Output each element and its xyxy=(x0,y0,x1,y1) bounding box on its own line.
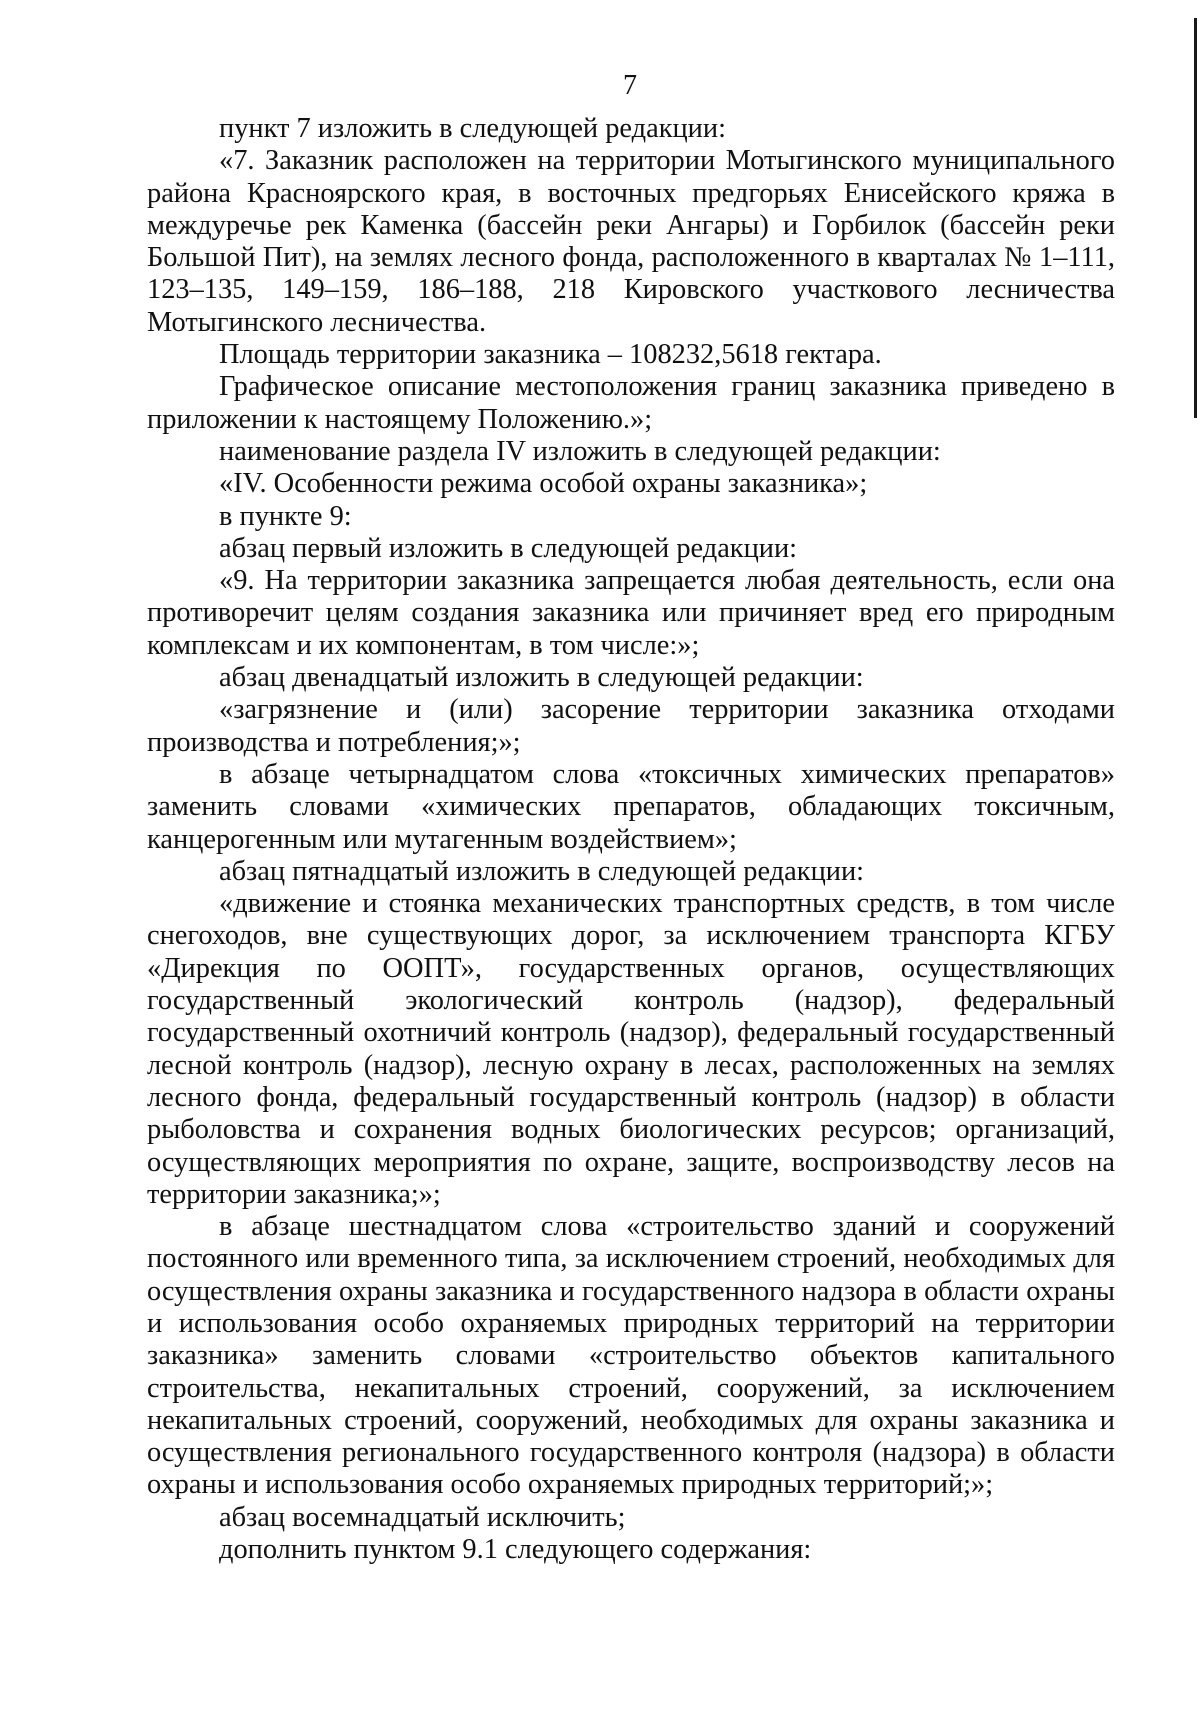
paragraph: пункт 7 изложить в следующей редакции: xyxy=(219,113,726,144)
paragraph: «движение и стоянка механических транспортных средств, в том числе снегоходов, вне существующих дорог, за исключением транспорта КГБУ «Дирекция по ООПТ», государственных органов, осуществляющих государственный экологический контроль (надзор), федеральный государственный охотничий контроль (надзор), федеральный государственный лесной контроль (надзор), лесную охрану в лесах, расположенных на землях лесного фонда, федеральный государственный контроль (надзор) в области рыболовства и сохранения водных биологических ресурсов; организаций, осуществляющих мероприятия по охране, защите, воспроизводству лесов на территории заказника;»; xyxy=(147,888,1115,1210)
paragraph: абзац двенадцатый изложить в следующей редакции: xyxy=(219,662,864,694)
paragraph: «IV. Особенности режима особой охраны заказника»; xyxy=(219,468,868,500)
paragraph: Графическое описание местоположения границ заказника приведено в приложении к настоящему Положению.»; xyxy=(147,371,1115,435)
paragraph: абзац восемнадцатый исключить; xyxy=(219,1501,626,1533)
paragraph: Площадь территории заказника – 108232,5618 гектара. xyxy=(219,339,882,371)
paragraph: абзац первый изложить в следующей редакции: xyxy=(219,532,798,564)
document-body xyxy=(147,113,1115,1566)
page-number: 7 xyxy=(623,70,637,101)
paragraph: дополнить пунктом 9.1 следующего содержания: xyxy=(219,1534,812,1566)
paragraph: абзац пятнадцатый изложить в следующей редакции: xyxy=(219,855,865,887)
paragraph: «загрязнение и (или) засорение территории заказника отходами производства и потребления;»; xyxy=(147,694,1115,758)
paragraph: «7. Заказник расположен на территории Мотыгинского муниципального района Красноярского края, в восточных предгорьях Енисейского кряжа в междуречье рек Каменка (бассейн реки Ангары) и Горбилок (бассейн реки Большой Пит), на землях лесного фонда, расположенного в кварталах № 1–111, 123–135, 149–159, 186–188, 218 Кировского участкового лесничества Мотыгинского лесничества. xyxy=(147,145,1115,338)
paragraph: в абзаце четырнадцатом слова «токсичных химических препаратов» заменить словами «химических препаратов, обладающих токсичным, канцерогенным или мутагенным воздействием»; xyxy=(147,758,1115,855)
paragraph: в абзаце шестнадцатом слова «строительство зданий и сооружений постоянного или временного типа, за исключением строений, необходимых для осуществления охраны заказника и государственного надзора в области охраны и использования особо охраняемых природных территорий на территории заказника» заменить словами «строительство объектов капитального строительства, некапитальных строений, сооружений, за исключением некапитальных строений, сооружений, необходимых для охраны заказника и осуществления регионального государственного контроля (надзора) в области охраны и использования особо охраняемых природных территорий;»; xyxy=(147,1211,1115,1501)
paragraph: «9. На территории заказника запрещается любая деятельность, если она противоречит целям создания заказника или причиняет вред его природным комплексам и их компонентам, в том числе:»; xyxy=(147,565,1115,661)
paragraph: в пункте 9: xyxy=(219,500,352,532)
paragraph: наименование раздела IV изложить в следующей редакции: xyxy=(219,435,941,467)
